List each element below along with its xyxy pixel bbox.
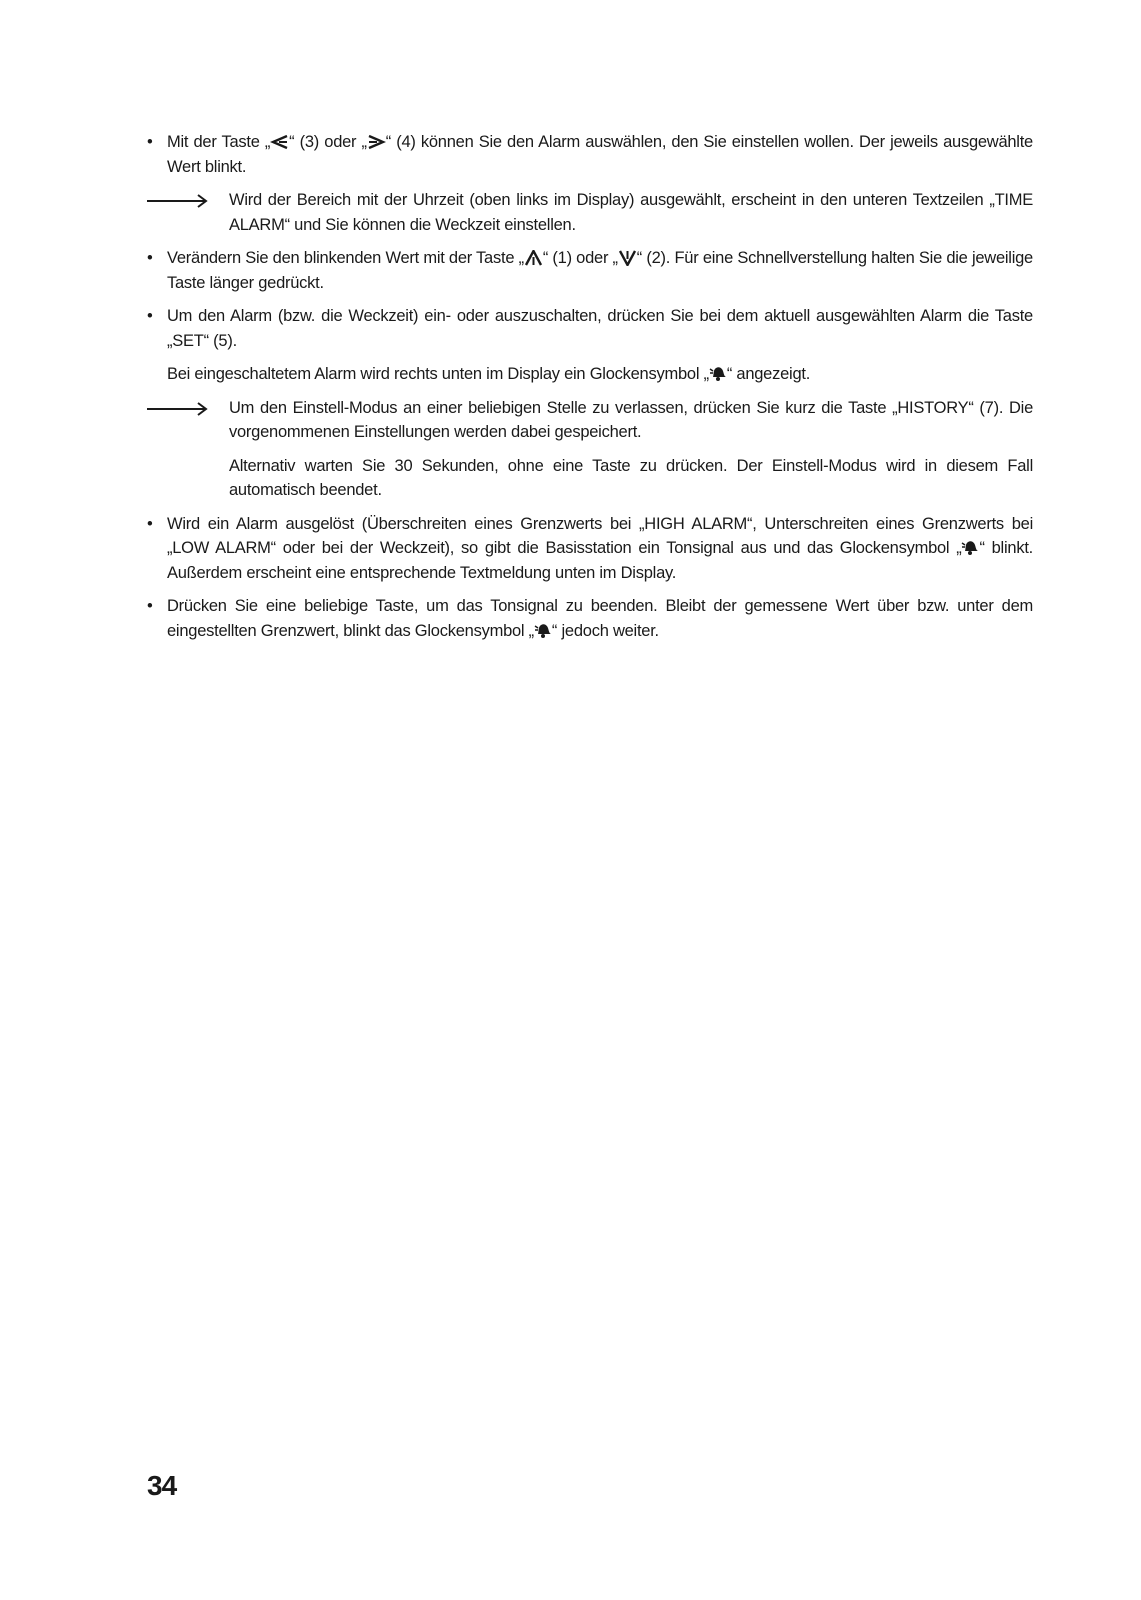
- note1-text: Wird der Bereich mit der Uhrzeit (oben links im Display) ausgewählt, erscheint in den unteren Textzeilen „TIME ALARM“ und Sie können die Weckzeit einstellen.: [229, 191, 1033, 234]
- item5-text-1: Drücken Sie eine beliebige Taste, um das Tonsignal zu beenden. Bleibt der gemessene Wert über bzw. unter dem eingestellten Grenzwert, blinkt das Glockensymbol „: [167, 597, 1033, 640]
- bullet-dot: •: [147, 249, 153, 267]
- item4-text-1: Wird ein Alarm ausgelöst (Überschreiten eines Grenzwerts bei „HIGH ALARM“, Unterschreiten eines Grenzwerts bei „LOW ALARM“ oder bei der Weckzeit), so gibt die Basisstation ein Tonsignal aus und das Glockensymbol „: [167, 514, 1033, 557]
- left-arrow-key-icon: [270, 134, 289, 150]
- bell-icon: [534, 622, 552, 639]
- bullet-dot: •: [147, 514, 153, 533]
- bullet-dot: •: [147, 597, 153, 615]
- item3-text: Um den Alarm (bzw. die Weckzeit) ein- oder auszuschalten, drücken Sie bei dem aktuell ausgewählten Alarm die Taste „SET“ (5).: [167, 307, 1033, 350]
- up-arrow-key-icon: [524, 250, 543, 266]
- bullet-dot: •: [147, 307, 153, 325]
- bullet-item-select-alarm: [147, 130, 1033, 179]
- bell-icon: [961, 539, 979, 556]
- item1-text-2: “ (3) oder „: [289, 133, 367, 151]
- paragraph-bell-shown: [147, 362, 1033, 387]
- para3-text-1: Bei eingeschaltetem Alarm wird rechts unten im Display ein Glockensymbol „: [167, 365, 709, 383]
- right-arrow-key-icon: [367, 134, 386, 150]
- item2-text-1: Verändern Sie den blinkenden Wert mit der Taste „: [167, 249, 524, 267]
- item1-text-1: Mit der Taste „: [167, 133, 271, 151]
- note-exit-setting-mode: [147, 396, 1033, 445]
- long-arrow-icon: [147, 194, 209, 208]
- bullet-item-alarm-triggered: [147, 512, 1033, 586]
- page-number: 34: [147, 1470, 177, 1501]
- item2-text-3: “ (2). Für eine Schnellverstellung halten Sie die jeweilige Taste länger gedrückt.: [167, 249, 1033, 292]
- page-content: [147, 130, 1033, 652]
- item2-text-2: “ (1) oder „: [542, 249, 618, 267]
- para3-text-2: “ angezeigt.: [726, 365, 811, 383]
- down-arrow-key-icon: [618, 250, 637, 266]
- note2-text: Um den Einstell-Modus an einer beliebigen Stelle zu verlassen, drücken Sie kurz die Taste „HISTORY“ (7). Die vorgenommenen Einstellungen werden dabei gespeichert.: [229, 398, 1033, 441]
- bell-icon: [709, 365, 727, 382]
- bullet-item-toggle-alarm: [147, 304, 1033, 353]
- note2-cont-text: Alternativ warten Sie 30 Sekunden, ohne eine Taste zu drücken. Der Einstell-Modus wird in diesem Fall automatisch beendet.: [229, 456, 1033, 499]
- item1-text-3: “ (4) können Sie den Alarm auswählen, den Sie einstellen wollen. Der jeweils ausgewählte Wert blinkt.: [167, 133, 1033, 176]
- note-time-alarm: [147, 188, 1033, 237]
- item4-text-2: “ blinkt. Außerdem erscheint eine entsprechende Textmeldung unten im Display.: [167, 539, 1033, 582]
- long-arrow-icon: [147, 402, 209, 416]
- bullet-dot: •: [147, 133, 153, 151]
- note-auto-exit: [147, 454, 1033, 503]
- item5-text-2: “ jedoch weiter.: [551, 621, 659, 640]
- bullet-item-change-value: [147, 246, 1033, 295]
- bullet-item-stop-signal: [147, 594, 1033, 643]
